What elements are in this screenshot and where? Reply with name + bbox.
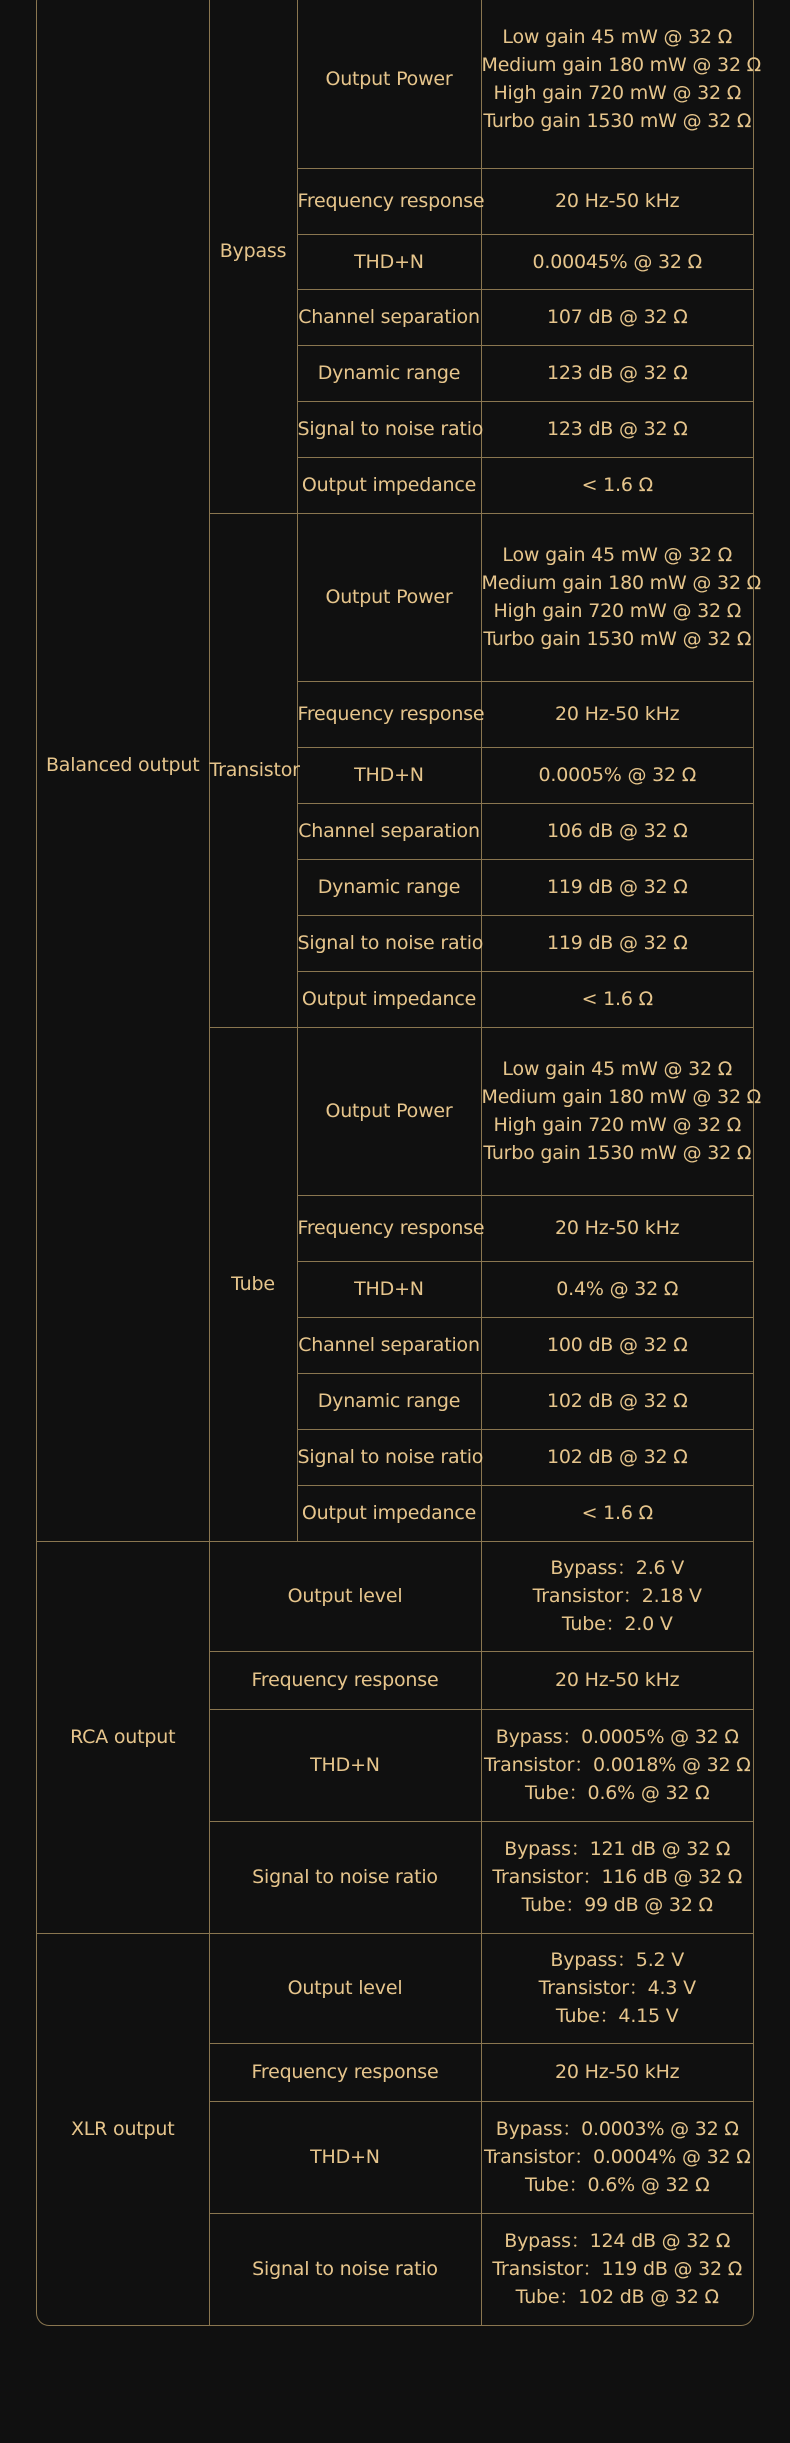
- spec-value-line: 100 dB @ 32 Ω: [546, 1334, 688, 1356]
- spec-param: Output impedance: [297, 971, 481, 1027]
- spec-value-line: 0.00045% @ 32 Ω: [532, 250, 702, 273]
- spec-param: THD+N: [297, 1261, 481, 1317]
- spec-value-line: Tube：102 dB @ 32 Ω: [515, 2286, 719, 2309]
- spec-param: Output Power: [297, 1027, 481, 1195]
- spec-param: Signal to noise ratio: [297, 1429, 481, 1485]
- spec-value-line: Bypass：121 dB @ 32 Ω: [504, 1838, 731, 1860]
- spec-value-line: 102 dB @ 32 Ω: [546, 1390, 688, 1412]
- spec-param: Output Power: [297, 513, 481, 681]
- spec-value-line: 0.4% @ 32 Ω: [556, 1278, 679, 1300]
- spec-value-line: Transistor：2.18 V: [532, 1585, 702, 1607]
- spec-param: Output Power: [297, 0, 481, 168]
- spec-value: [481, 1261, 753, 1317]
- spec-value-line: Medium gain 180 mW @ 32 Ω: [481, 1086, 761, 1108]
- spec-value: [481, 681, 753, 747]
- spec-value-line: Medium gain 180 mW @ 32 Ω: [481, 53, 761, 76]
- spec-value-line: < 1.6 Ω: [581, 1502, 653, 1524]
- spec-param: Dynamic range: [297, 1373, 481, 1429]
- spec-value-line: 0.0005% @ 32 Ω: [538, 764, 697, 786]
- spec-param: Channel separation: [297, 803, 481, 859]
- spec-value: [481, 915, 753, 971]
- spec-param: Signal to noise ratio: [209, 1821, 481, 1933]
- spec-value: [481, 168, 753, 234]
- spec-value: [481, 513, 761, 681]
- spec-value: [481, 747, 753, 803]
- spec-value-line: Turbo gain 1530 mW @ 32 Ω: [483, 628, 752, 650]
- spec-value: [481, 971, 753, 1027]
- spec-value-line: 20 Hz-50 kHz: [555, 1217, 680, 1239]
- spec-param: Signal to noise ratio: [297, 401, 481, 457]
- spec-value-line: Tube：2.0 V: [561, 1613, 673, 1635]
- spec-param: Frequency response: [297, 1195, 481, 1261]
- spec-param: Output impedance: [297, 457, 481, 513]
- spec-param: Output level: [209, 1541, 481, 1651]
- spec-value: [481, 1429, 753, 1485]
- spec-value-line: Tube：0.6% @ 32 Ω: [525, 1782, 710, 1804]
- spec-value-line: Low gain 45 mW @ 32 Ω: [502, 25, 733, 48]
- spec-value-line: High gain 720 mW @ 32 Ω: [493, 1114, 742, 1136]
- spec-value-line: 106 dB @ 32 Ω: [546, 820, 688, 842]
- table-row: [37, 1933, 753, 2043]
- spec-value: [481, 1195, 753, 1261]
- spec-value: [481, 1541, 753, 1651]
- spec-value: [481, 859, 753, 915]
- spec-value-line: Transistor：116 dB @ 32 Ω: [492, 1866, 743, 1888]
- spec-param: Frequency response: [209, 1651, 481, 1709]
- spec-value-line: Bypass：2.6 V: [550, 1557, 685, 1579]
- spec-value: [481, 1317, 753, 1373]
- spec-value-line: Bypass：124 dB @ 32 Ω: [504, 2230, 731, 2253]
- spec-param: Frequency response: [297, 681, 481, 747]
- spec-value-line: Turbo gain 1530 mW @ 32 Ω: [483, 109, 752, 132]
- group-balanced-output: Balanced output: [37, 0, 209, 1541]
- spec-value-line: 20 Hz-50 kHz: [555, 190, 680, 212]
- spec-value: [481, 2213, 753, 2325]
- spec-value-line: Bypass：5.2 V: [550, 1949, 685, 1971]
- spec-param: THD+N: [209, 1709, 481, 1821]
- mode-transistor: Transistor: [209, 513, 297, 1027]
- spec-value-line: 20 Hz-50 kHz: [555, 2061, 680, 2083]
- spec-value: [481, 1821, 753, 1933]
- spec-value-line: 20 Hz-50 kHz: [555, 703, 680, 725]
- spec-value-line: Bypass：0.0003% @ 32 Ω: [495, 2118, 739, 2140]
- spec-value-line: 119 dB @ 32 Ω: [546, 876, 688, 898]
- group-xlr-output: XLR output: [37, 1933, 209, 2325]
- spec-value-line: 20 Hz-50 kHz: [555, 1669, 680, 1691]
- spec-param: THD+N: [209, 2101, 481, 2213]
- spec-value-line: Transistor：0.0018% @ 32 Ω: [483, 1754, 751, 1776]
- spec-value: [481, 0, 761, 168]
- spec-param: Output level: [209, 1933, 481, 2043]
- spec-value: [481, 1373, 753, 1429]
- mode-bypass: Bypass: [209, 0, 297, 513]
- spec-value: [481, 1933, 753, 2043]
- spec-param: THD+N: [297, 234, 481, 289]
- spec-value: [481, 289, 753, 345]
- spec-value-line: Low gain 45 mW @ 32 Ω: [502, 1058, 733, 1080]
- spec-value-line: 119 dB @ 32 Ω: [546, 932, 688, 954]
- spec-table-body: [37, 0, 761, 2325]
- spec-value-line: 102 dB @ 32 Ω: [546, 1446, 688, 1468]
- spec-param: THD+N: [297, 747, 481, 803]
- spec-param: Output impedance: [297, 1485, 481, 1541]
- spec-value: [481, 401, 753, 457]
- spec-value-line: Low gain 45 mW @ 32 Ω: [502, 544, 733, 566]
- spec-value-line: Transistor：119 dB @ 32 Ω: [492, 2258, 743, 2281]
- spec-value-line: Tube：0.6% @ 32 Ω: [525, 2174, 710, 2196]
- spec-value-line: 107 dB @ 32 Ω: [546, 306, 688, 328]
- spec-value: [481, 2101, 753, 2213]
- spec-value-line: < 1.6 Ω: [581, 988, 653, 1010]
- spec-table: [37, 0, 761, 2325]
- spec-value: [481, 1651, 753, 1709]
- spec-value-line: Bypass：0.0005% @ 32 Ω: [495, 1726, 739, 1748]
- spec-value-line: 123 dB @ 32 Ω: [546, 362, 688, 384]
- spec-value-line: 123 dB @ 32 Ω: [546, 418, 688, 440]
- spec-value: [481, 1485, 753, 1541]
- spec-value-line: Transistor：4.3 V: [538, 1977, 696, 1999]
- mode-tube: Tube: [209, 1027, 297, 1541]
- spec-value-line: < 1.6 Ω: [581, 474, 653, 496]
- spec-value-line: Tube：99 dB @ 32 Ω: [521, 1894, 713, 1916]
- spec-value-line: Turbo gain 1530 mW @ 32 Ω: [483, 1142, 752, 1164]
- spec-value: [481, 1027, 761, 1195]
- spec-param: Dynamic range: [297, 859, 481, 915]
- table-row: [37, 0, 753, 168]
- spec-value-line: Medium gain 180 mW @ 32 Ω: [481, 572, 761, 594]
- spec-value-line: Transistor：0.0004% @ 32 Ω: [483, 2146, 751, 2168]
- spec-value: [481, 457, 753, 513]
- spec-param: Signal to noise ratio: [297, 915, 481, 971]
- spec-param: Channel separation: [297, 1317, 481, 1373]
- spec-value: [481, 2043, 753, 2101]
- spec-value-line: High gain 720 mW @ 32 Ω: [493, 81, 742, 104]
- spec-value-line: Tube：4.15 V: [555, 2005, 679, 2027]
- spec-value: [481, 803, 753, 859]
- spec-param: Frequency response: [297, 168, 481, 234]
- group-rca-output: RCA output: [37, 1541, 209, 1933]
- spec-value: [481, 234, 753, 289]
- spec-value: [481, 1709, 753, 1821]
- spec-param: Signal to noise ratio: [209, 2213, 481, 2325]
- spec-value: [481, 345, 753, 401]
- table-row: [37, 1541, 753, 1651]
- spec-value-line: High gain 720 mW @ 32 Ω: [493, 600, 742, 622]
- spec-param: Channel separation: [297, 289, 481, 345]
- spec-param: Dynamic range: [297, 345, 481, 401]
- spec-param: Frequency response: [209, 2043, 481, 2101]
